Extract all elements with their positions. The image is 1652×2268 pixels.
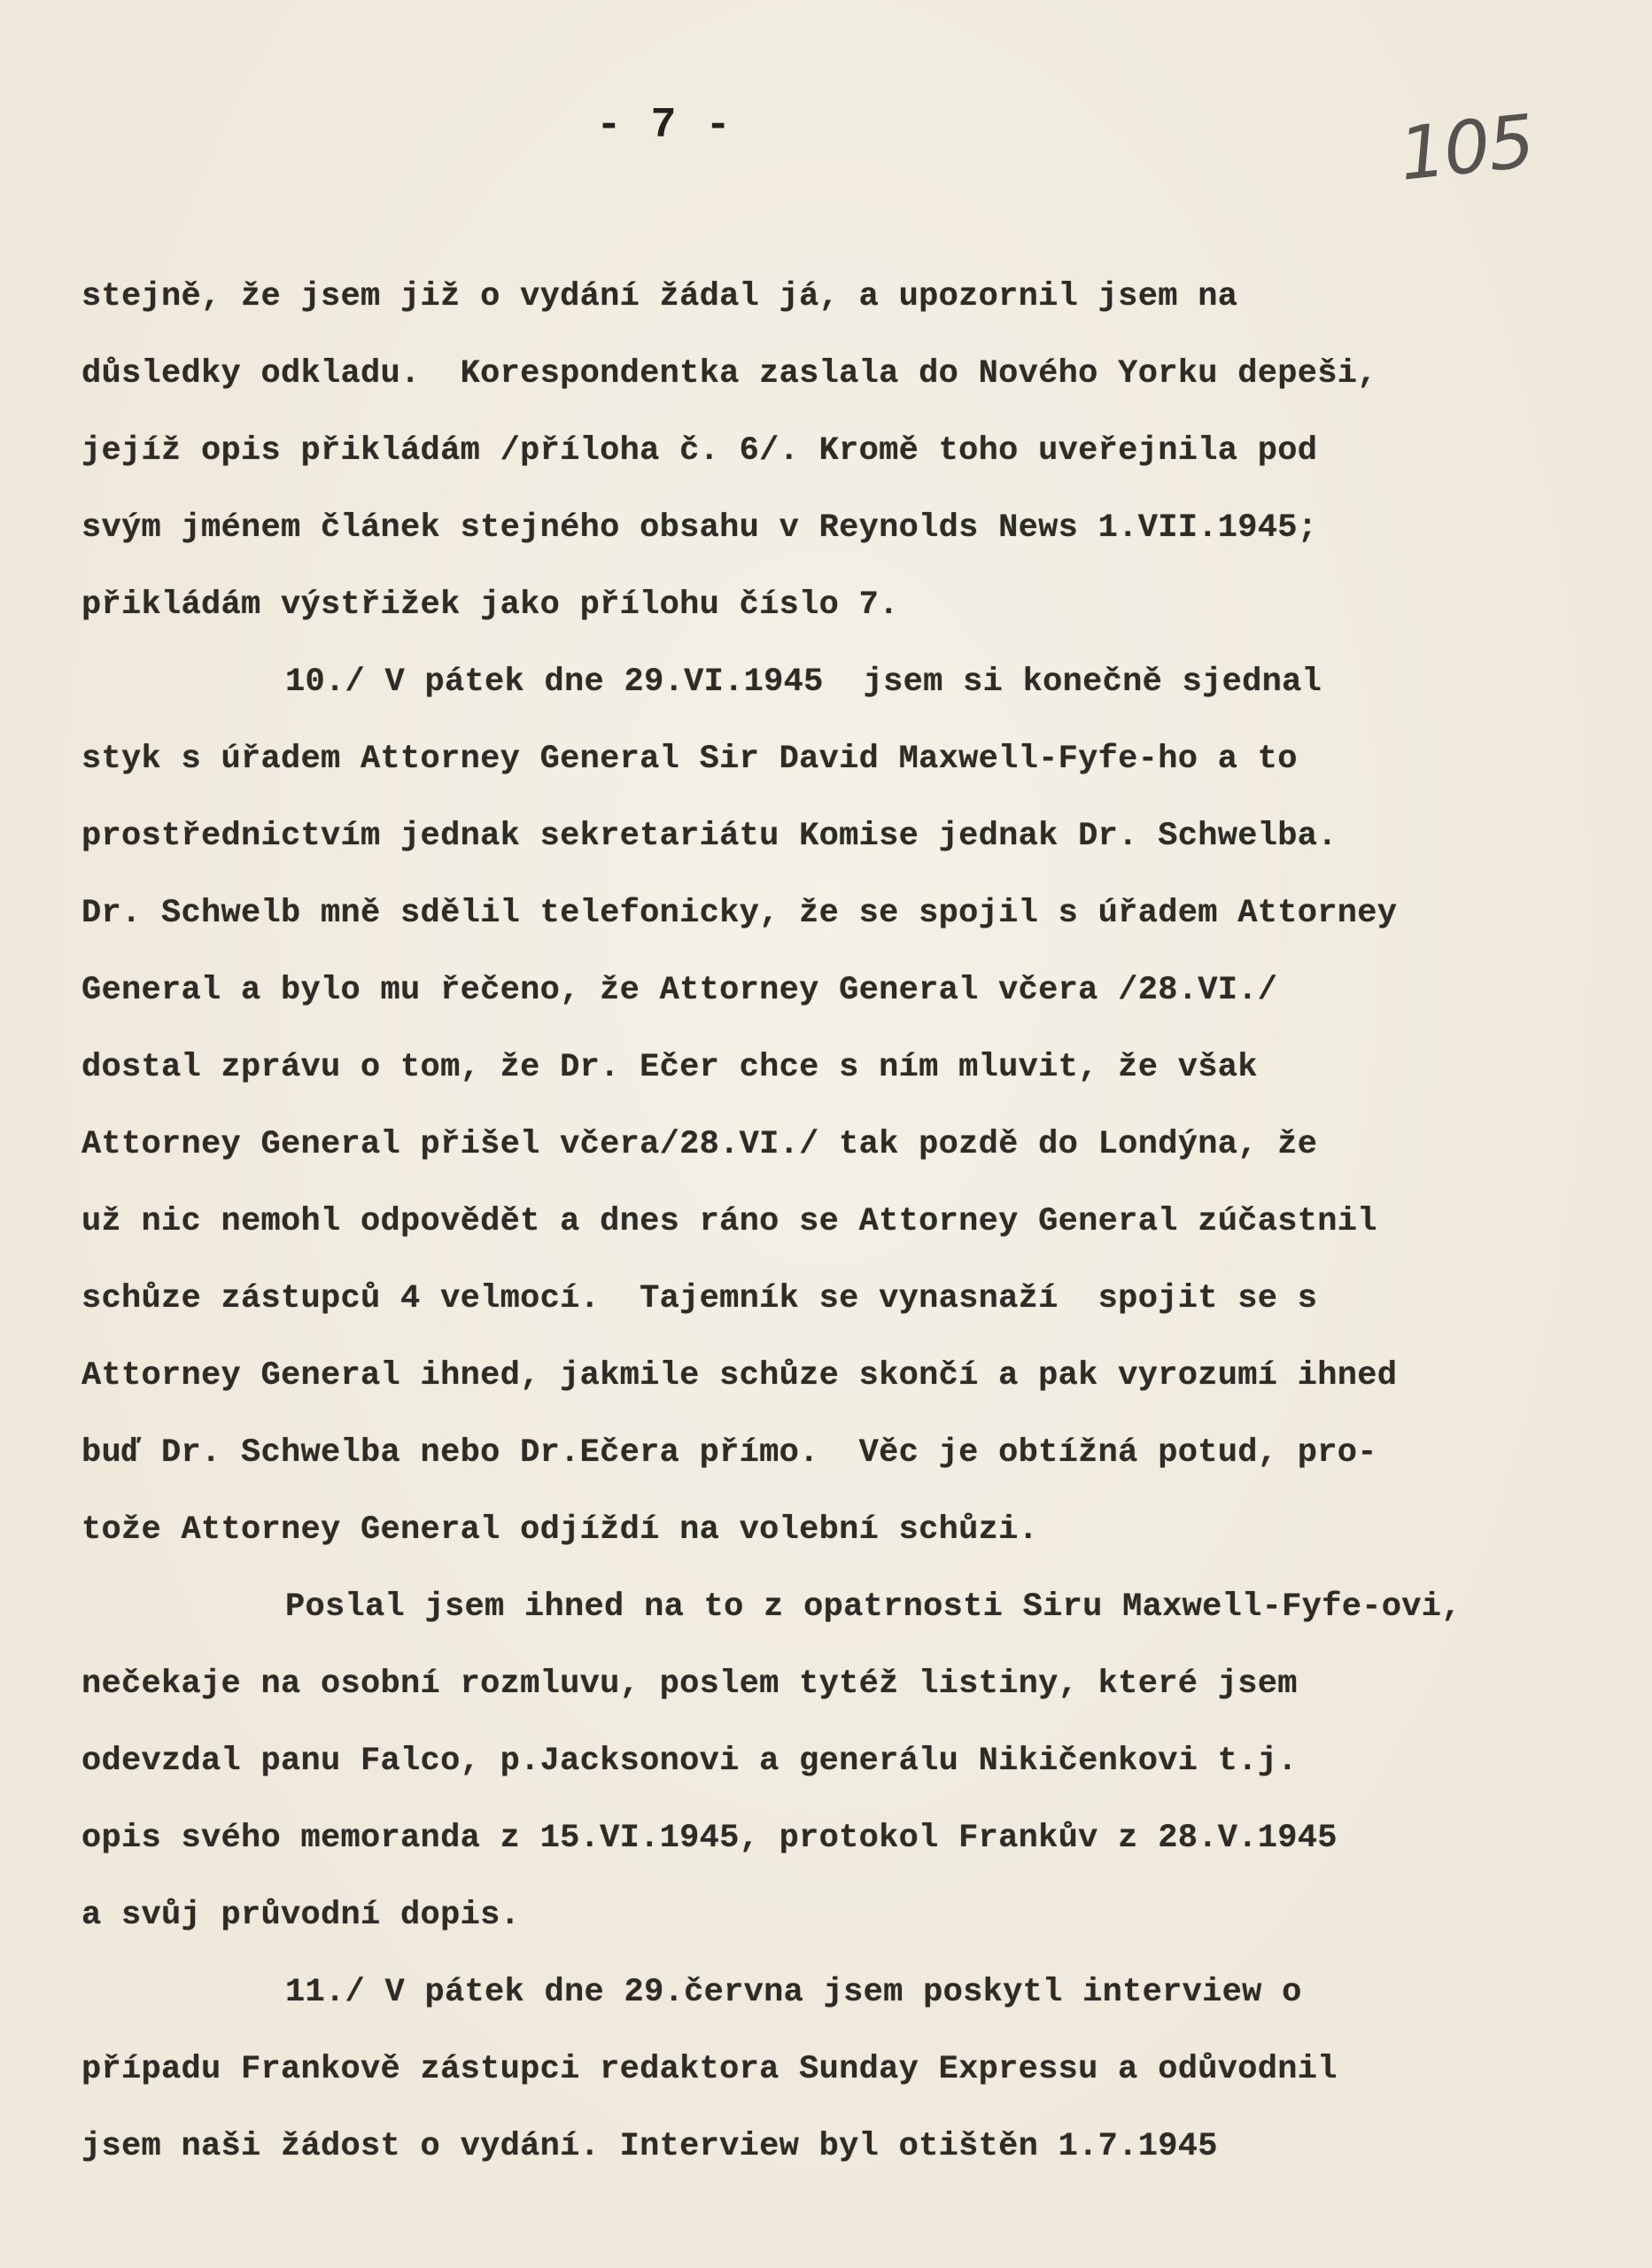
text-line: prostřednictvím jednak sekretariátu Komise jednak Dr. Schwelba.	[81, 818, 1338, 855]
paragraph-start-line: Poslal jsem ihned na to z opatrnosti Siru Maxwell-Fyfe-ovi,	[285, 1588, 1462, 1626]
text-line: General a bylo mu řečeno, že Attorney General včera /28.VI./	[81, 972, 1278, 1009]
text-line: už nic nemohl odpovědět a dnes ráno se Attorney General zúčastnil	[81, 1203, 1377, 1240]
text-line: jsem naši žádost o vydání. Interview byl otištěn 1.7.1945	[81, 2128, 1218, 2165]
text-line: Attorney General ihned, jakmile schůze skončí a pak vyrozumí ihned	[81, 1357, 1398, 1394]
text-line: stejně, že jsem již o vydání žádal já, a upozornil jsem na	[81, 278, 1238, 315]
text-line: buď Dr. Schwelba nebo Dr.Ečera přímo. Věc je obtížná potud, pro-	[81, 1434, 1377, 1472]
text-line: schůze zástupců 4 velmocí. Tajemník se vynasnaží spojit se s	[81, 1280, 1318, 1317]
text-line: jejíž opis přikládám /příloha č. 6/. Kromě toho uveřejnila pod	[81, 432, 1318, 470]
text-line: Dr. Schwelb mně sdělil telefonicky, že se spojil s úřadem Attorney	[81, 895, 1398, 932]
page-number: - 7 -	[595, 102, 733, 150]
paragraph-start-line: 11./ V pátek dne 29.června jsem poskytl interview o	[285, 1974, 1302, 2011]
text-line: Attorney General přišel včera/28.VI./ tak pozdě do Londýna, že	[81, 1126, 1318, 1163]
paragraph-start-line: 10./ V pátek dne 29.VI.1945 jsem si konečně sjednal	[285, 664, 1322, 701]
text-line: odevzdal panu Falco, p.Jacksonovi a generálu Nikičenkovi t.j.	[81, 1743, 1298, 1780]
text-line: přikládám výstřižek jako přílohu číslo 7.	[81, 586, 899, 624]
text-line: důsledky odkladu. Korespondentka zaslala do Nového Yorku depeši,	[81, 355, 1377, 392]
text-line: styk s úřadem Attorney General Sir David Maxwell-Fyfe-ho a to	[81, 741, 1298, 778]
text-line: dostal zprávu o tom, že Dr. Ečer chce s ním mluvit, že však	[81, 1049, 1258, 1086]
text-line: nečekaje na osobní rozmluvu, poslem tytéž listiny, které jsem	[81, 1666, 1298, 1703]
text-line: opis svého memoranda z 15.VI.1945, protokol Frankův z 28.V.1945	[81, 1820, 1338, 1857]
document-body	[81, 259, 1640, 2186]
text-line: a svůj průvodní dopis.	[81, 1897, 521, 1934]
text-line: případu Frankově zástupci redaktora Sunday Expressu a odůvodnil	[81, 2051, 1338, 2088]
handwritten-archive-number: 105	[1395, 99, 1538, 198]
text-line: tože Attorney General odjíždí na volební schůzi.	[81, 1511, 1039, 1549]
text-line: svým jménem článek stejného obsahu v Reynolds News 1.VII.1945;	[81, 509, 1318, 547]
